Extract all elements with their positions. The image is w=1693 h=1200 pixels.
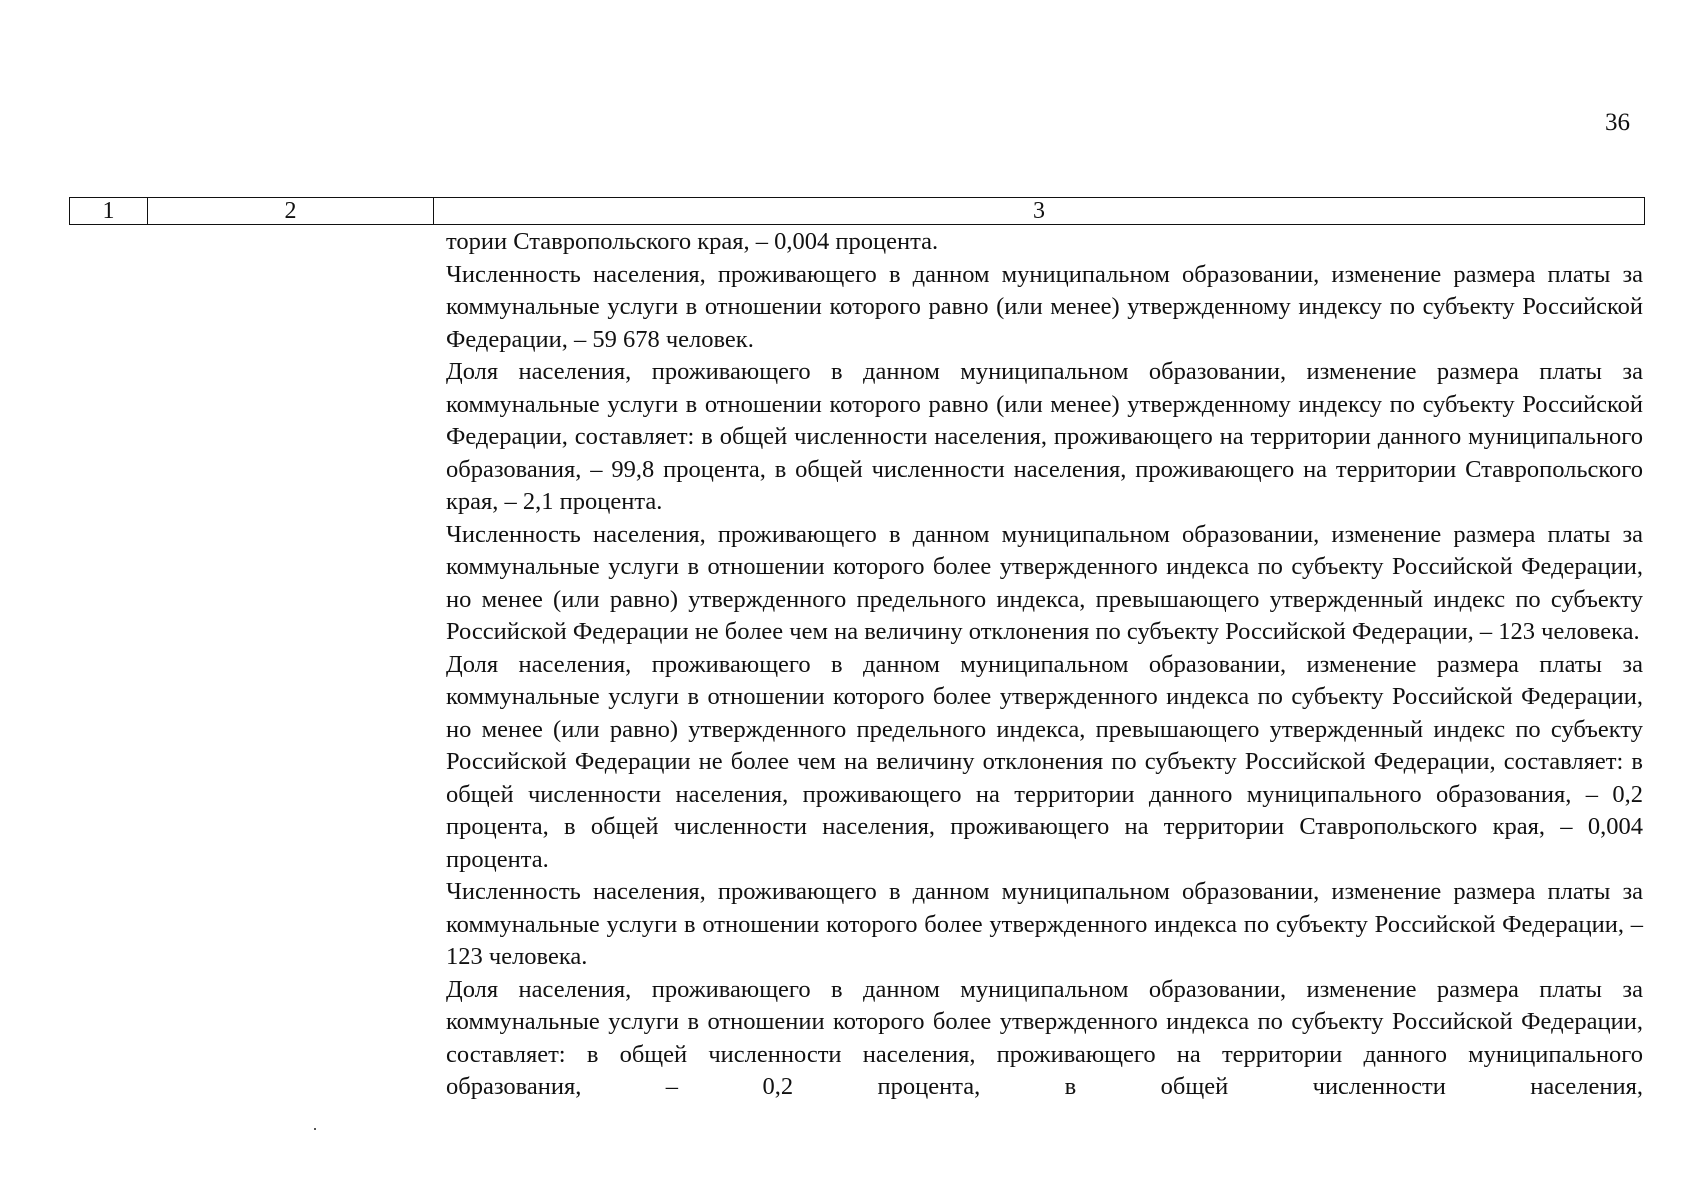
table-cell-column-3-text bbox=[446, 226, 1643, 1104]
paragraph-population-share-above-index-within-limit: Доля населения, проживающего в данном муниципальном образовании, изменение размера платы за коммунальные услуги в отношении которого более утвержденного индекса по субъекту Российской Федерации, но менее (или равно) утвержденного предельного индекса, превышающего утвержденный индекс по субъекту Российской Федерации не более чем на величину отклонения по субъекту Российской Федерации, составляет: в общей численности населения, проживающего на территории данного муниципального образования, – 0,2 процента, в общей численности населения, проживающего на территории Ставропольского края, – 0,004 процента. bbox=[446, 650, 1643, 873]
column-number-row bbox=[70, 198, 1645, 225]
paragraph-population-count-within-index: Численность населения, проживающего в данном муниципальном образовании, изменение размера платы за коммунальные услуги в отношении которого равно (или менее) утвержденному индексу по субъекту Российской Федерации, – 59 678 человек. bbox=[446, 260, 1643, 353]
page-number: 36 bbox=[1605, 109, 1630, 136]
scan-speck bbox=[314, 1128, 316, 1130]
table-header-row bbox=[69, 197, 1645, 225]
column-number-3: 3 bbox=[434, 198, 1645, 225]
column-number-1: 1 bbox=[70, 198, 148, 225]
column-number-2: 2 bbox=[148, 198, 434, 225]
paragraph-population-count-above-index-within-limit: Численность населения, проживающего в данном муниципальном образовании, изменение размера платы за коммунальные услуги в отношении которого более утвержденного индекса по субъекту Российской Федерации, но менее (или равно) утвержденного предельного индекса, превышающего утвержденный индекс по субъекту Российской Федерации не более чем на величину отклонения по субъекту Российской Федерации, – 123 человека. bbox=[446, 520, 1643, 645]
paragraph-population-share-above-index: Доля населения, проживающего в данном муниципальном образовании, изменение размера платы за коммунальные услуги в отношении которого более утвержденного индекса по субъекту Российской Федерации, составляет: в общей численности населения, проживающего на территории данного муниципального образования, – 0,2 процента, в общей численности населения, bbox=[446, 975, 1643, 1100]
paragraph-population-count-above-index: Численность населения, проживающего в данном муниципальном образовании, изменение размера платы за коммунальные услуги в отношении которого более утвержденного индекса по субъекту Российской Федерации, – 123 человека. bbox=[446, 878, 1643, 970]
paragraph-continuation: тории Ставропольского края, – 0,004 процента. bbox=[446, 228, 939, 255]
paragraph-population-share-within-index: Доля населения, проживающего в данном муниципальном образовании, изменение размера платы за коммунальные услуги в отношении которого равно (или менее) утвержденному индексу по субъекту Российской Федерации, составляет: в общей численности населения, проживающего на территории данного муниципального образования, – 99,8 процента, в общей численности населения, проживающего на территории Ставропольского края, – 2,1 процента. bbox=[446, 358, 1643, 515]
